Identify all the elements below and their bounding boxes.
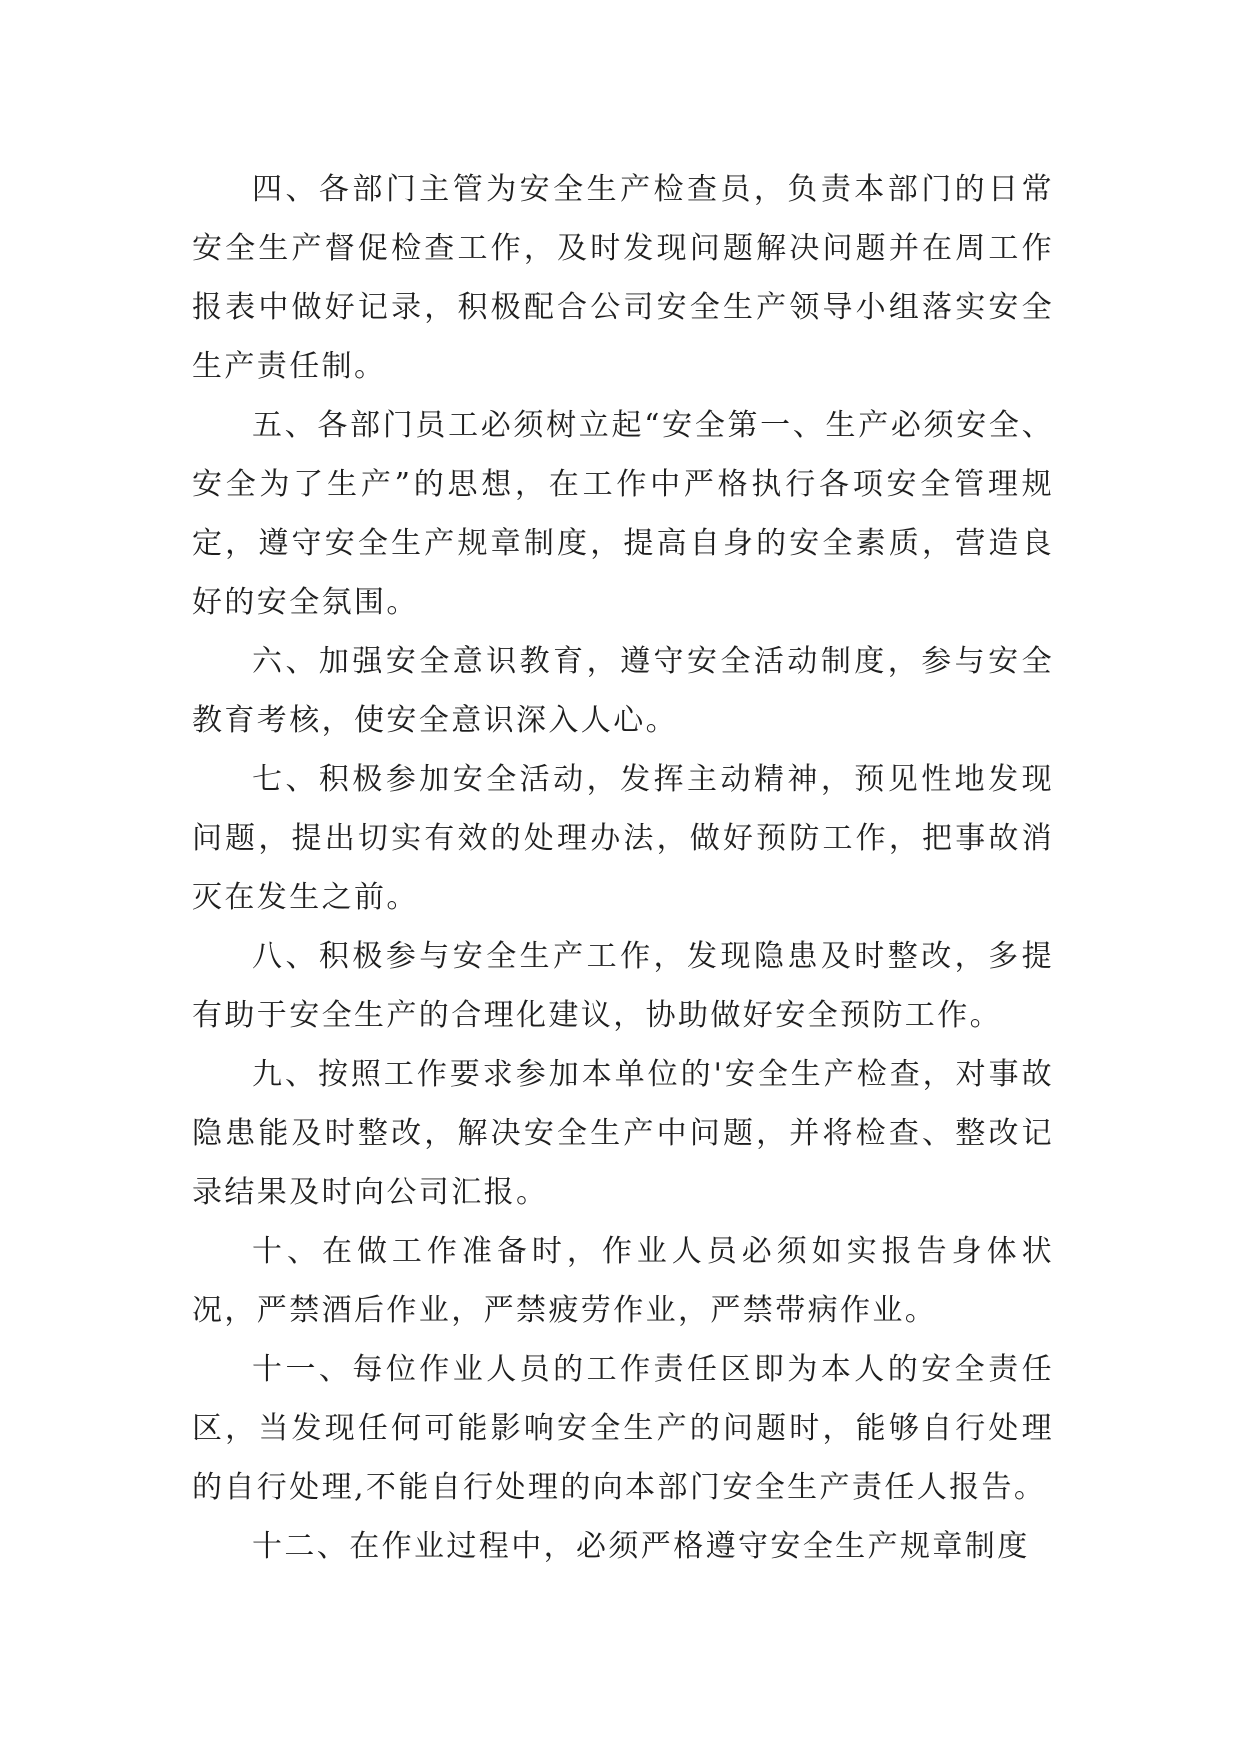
paragraph-9: 九、按照工作要求参加本单位的'安全生产检查，对事故隐患能及时整改，解决安全生产中问题，并将检查、整改记录结果及时向公司汇报。 [192,1057,1054,1210]
paragraph-5: 五、各部门员工必须树立起“安全第一、生产必须安全、安全为了生产”的思想，在工作中严格执行各项安全管理规定，遵守安全生产规章制度，提高自身的安全素质，营造良好的安全氛围。 [192,408,1054,620]
paragraph-6: 六、加强安全意识教育，遵守安全活动制度，参与安全教育考核，使安全意识深入人心。 [192,644,1054,738]
paragraph-4: 四、各部门主管为安全生产检查员，负责本部门的日常安全生产督促检查工作，及时发现问题解决问题并在周工作报表中做好记录，积极配合公司安全生产领导小组落实安全生产责任制。 [192,172,1054,384]
paragraph-10: 十、在做工作准备时，作业人员必须如实报告身体状况，严禁酒后作业，严禁疲劳作业，严禁带病作业。 [192,1234,1054,1328]
paragraph-7: 七、积极参加安全活动，发挥主动精神，预见性地发现问题，提出切实有效的处理办法，做好预防工作，把事故消灭在发生之前。 [192,762,1054,915]
document-body [192,160,1054,1576]
paragraph-11: 十一、每位作业人员的工作责任区即为本人的安全责任区，当发现任何可能影响安全生产的问题时，能够自行处理的自行处理,不能自行处理的向本部门安全生产责任人报告。 [192,1352,1054,1505]
paragraph-12: 十二、在作业过程中，必须严格遵守安全生产规章制度 [252,1529,1030,1564]
paragraph-8: 八、积极参与安全生产工作，发现隐患及时整改，多提有助于安全生产的合理化建议，协助做好安全预防工作。 [192,939,1054,1033]
